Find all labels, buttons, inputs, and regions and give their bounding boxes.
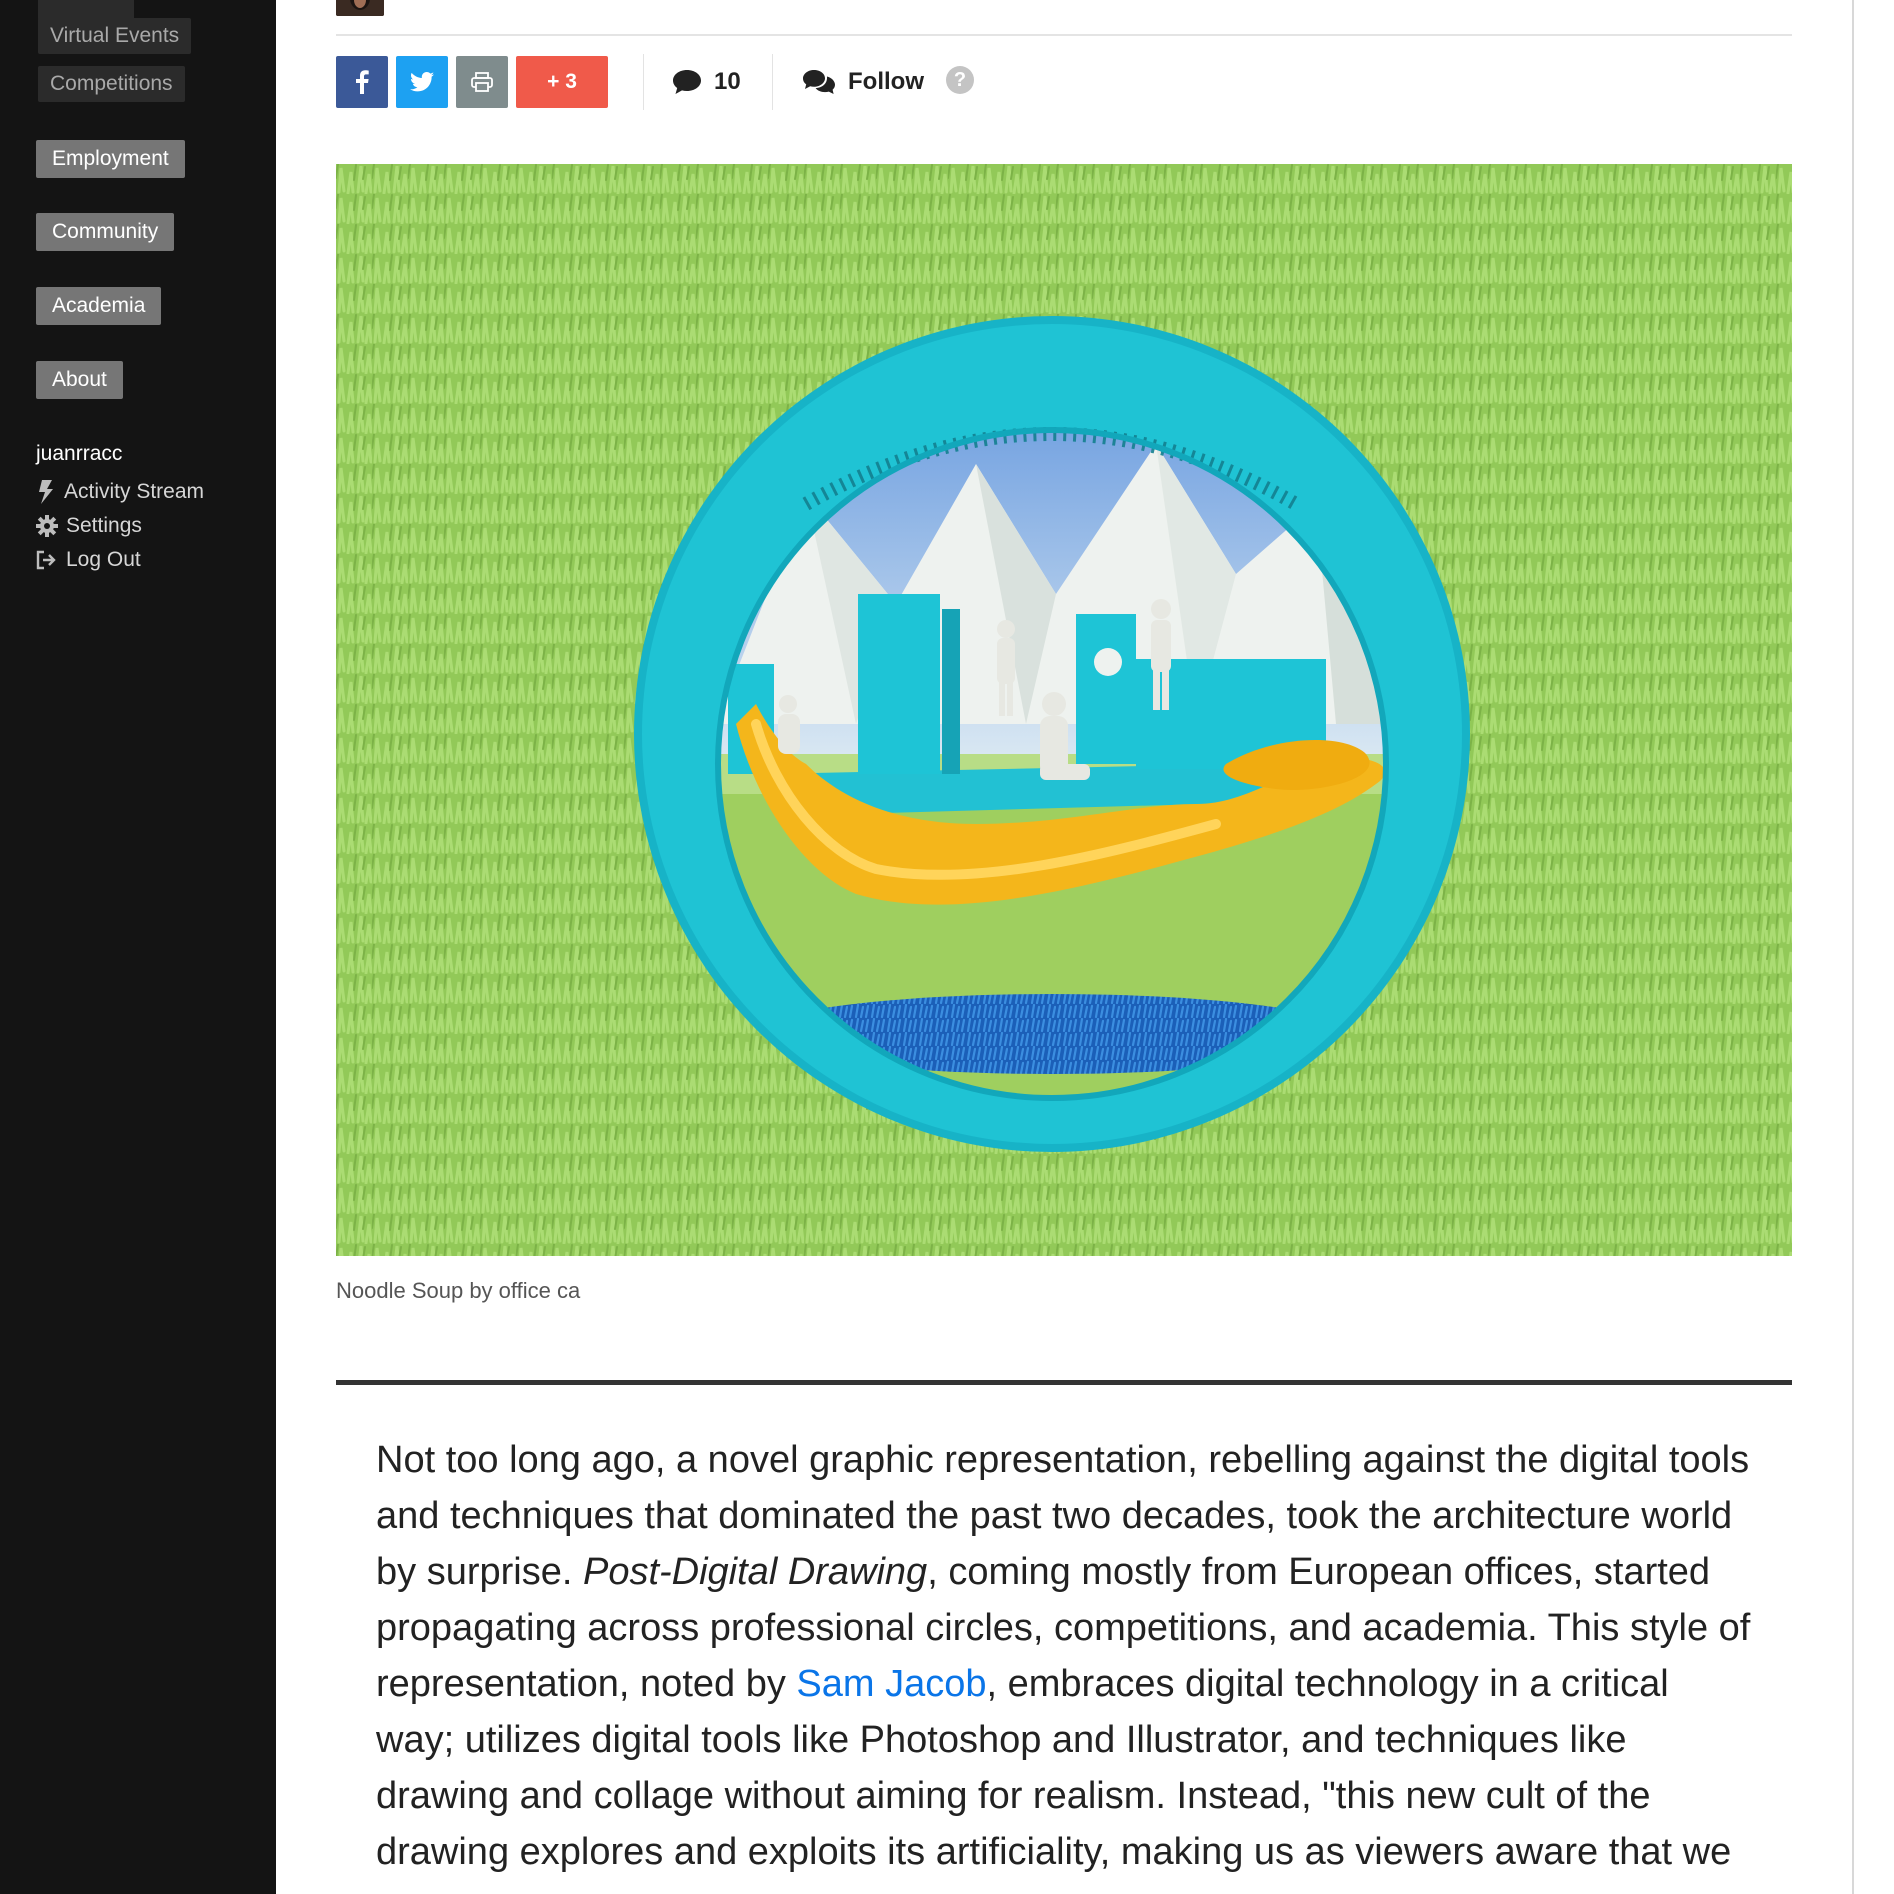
sidebar-subitem-virtual-events[interactable]: Virtual Events [38, 18, 191, 54]
activity-stream-label: Activity Stream [64, 480, 205, 503]
print-button[interactable] [456, 56, 508, 108]
article-line [376, 1656, 1776, 1712]
article-line: drawing and collage without aiming for realism. Instead, "this new cult of the [376, 1775, 1651, 1817]
twitter-icon [410, 72, 434, 92]
article-divider [336, 1380, 1792, 1385]
sam-jacob-link[interactable]: Sam Jacob [796, 1663, 987, 1705]
share-separator [772, 54, 773, 110]
gear-icon [36, 515, 58, 537]
author-avatar[interactable] [336, 0, 384, 16]
article-line: way; utilizes digital tools like Photoshop and Illustrator, and techniques like [376, 1719, 1627, 1761]
article-line: Not too long ago, a novel graphic representation, rebelling against the digital tools [376, 1439, 1750, 1481]
header-divider [336, 34, 1792, 36]
comment-bubble-icon [672, 69, 702, 95]
help-icon[interactable]: ? [946, 66, 974, 94]
article-text: by surprise. [376, 1551, 583, 1593]
twitter-share-button[interactable] [396, 56, 448, 108]
sidebar-item-academia[interactable]: Academia [36, 287, 161, 325]
sidebar [0, 0, 276, 1894]
article-line: drawing explores and exploits its artificiality, making us as viewers aware that we [376, 1831, 1732, 1873]
more-shares-button[interactable]: + 3 [516, 56, 608, 108]
post-digital-drawing-emphasis: Post-Digital Drawing [582, 1551, 928, 1593]
image-caption: Noodle Soup by office ca [336, 1278, 581, 1303]
sidebar-item-community[interactable]: Community [36, 213, 174, 251]
hero-image [336, 164, 1792, 1256]
sidebar-item-employment[interactable]: Employment [36, 140, 185, 178]
username[interactable]: juanrracc [36, 442, 123, 465]
article-line: propagating across professional circles, competitions, and academia. This style of [376, 1607, 1751, 1649]
logout-label: Log Out [66, 548, 141, 571]
share-separator [643, 54, 644, 110]
lightning-icon [36, 480, 56, 504]
comments-icon [802, 69, 836, 95]
settings-link[interactable] [36, 511, 142, 541]
sidebar-item-about[interactable]: About [36, 361, 123, 399]
follow-button[interactable] [802, 64, 924, 100]
print-icon [471, 72, 493, 92]
logout-link[interactable] [36, 545, 141, 575]
follow-label: Follow [848, 68, 924, 95]
article-text: , coming mostly from European offices, started [927, 1551, 1711, 1593]
comments-count-button[interactable] [672, 64, 741, 100]
comments-count: 10 [714, 68, 741, 95]
article-line [376, 1544, 1776, 1600]
activity-stream-link[interactable] [36, 477, 204, 507]
article-line: and techniques that dominated the past two decades, took the architecture world [376, 1495, 1733, 1537]
facebook-icon [355, 70, 369, 94]
article-text: representation, noted by [376, 1663, 797, 1705]
logout-icon [36, 550, 58, 570]
article-text: , embraces digital technology in a critical [986, 1663, 1669, 1705]
facebook-share-button[interactable] [336, 56, 388, 108]
sidebar-subitem-competitions[interactable]: Competitions [38, 66, 185, 102]
content-right-border [1852, 0, 1854, 1894]
settings-label: Settings [66, 514, 142, 537]
article-body [376, 1432, 1776, 1880]
